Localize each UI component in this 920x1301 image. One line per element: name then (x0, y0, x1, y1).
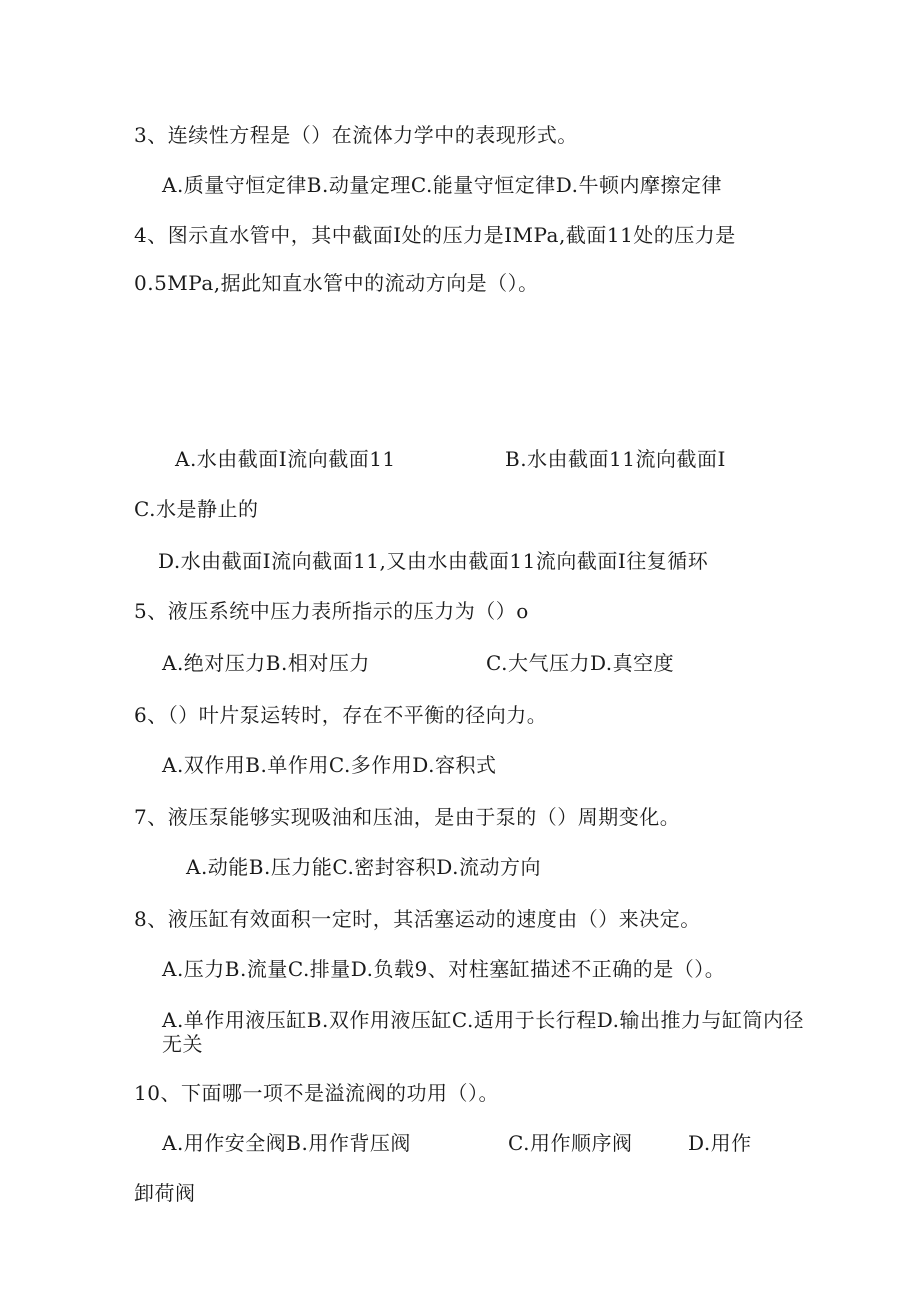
question-4-stem-line1: 4、图示直水管中，其中截面I处的压力是IMPa,截面11处的压力是 (134, 223, 736, 247)
question-7-stem: 7、液压泵能够实现吸油和压油，是由于泵的（）周期变化。 (134, 805, 681, 829)
question-10-option-d-part2: 卸荷阀 (134, 1181, 196, 1205)
question-3-stem: 3、连续性方程是（）在流体力学中的表现形式。 (134, 123, 578, 147)
question-8-options-and-question-9-stem: A.压力B.流量C.排量D.负载9、对柱塞缸描述不正确的是（）。 (162, 957, 726, 981)
question-4-option-a: A.水由截面I流向截面11 (175, 447, 396, 471)
question-4-option-c: C.水是静止的 (134, 497, 259, 521)
question-5-options-ab: A.绝对压力B.相对压力 (162, 651, 370, 675)
question-4-stem-line2: 0.5MPa,据此知直水管中的流动方向是（）。 (134, 271, 539, 295)
question-5-options-cd: C.大气压力D.真空度 (486, 651, 675, 675)
question-6-options: A.双作用B.单作用C.多作用D.容积式 (162, 753, 497, 777)
question-10-stem: 10、下面哪一项不是溢流阀的功用（）。 (134, 1081, 499, 1105)
question-6-stem: 6、（）叶片泵运转时，存在不平衡的径向力。 (134, 703, 548, 727)
question-5-stem: 5、液压系统中压力表所指示的压力为（）o (134, 599, 529, 623)
question-10-option-c: C.用作顺序阀 (508, 1131, 633, 1155)
question-4-option-d: D.水由截面I流向截面11,又由水由截面11流向截面I往复循环 (158, 549, 709, 573)
question-10-option-d-part1: D.用作 (688, 1131, 752, 1155)
question-8-stem: 8、液压缸有效面积一定时，其活塞运动的速度由（）来决定。 (134, 907, 701, 931)
question-3-options: A.质量守恒定律B.动量定理C.能量守恒定律D.牛顿内摩擦定律 (162, 173, 722, 197)
question-4-option-b: B.水由截面11流向截面I (505, 447, 726, 471)
question-9-options: A.单作用液压缸B.双作用液压缸C.适用于长行程D.输出推力与缸筒内径无关 (162, 1008, 804, 1056)
question-7-options: A.动能B.压力能C.密封容积D.流动方向 (186, 855, 541, 879)
question-10-options-ab: A.用作安全阀B.用作背压阀 (162, 1131, 411, 1155)
